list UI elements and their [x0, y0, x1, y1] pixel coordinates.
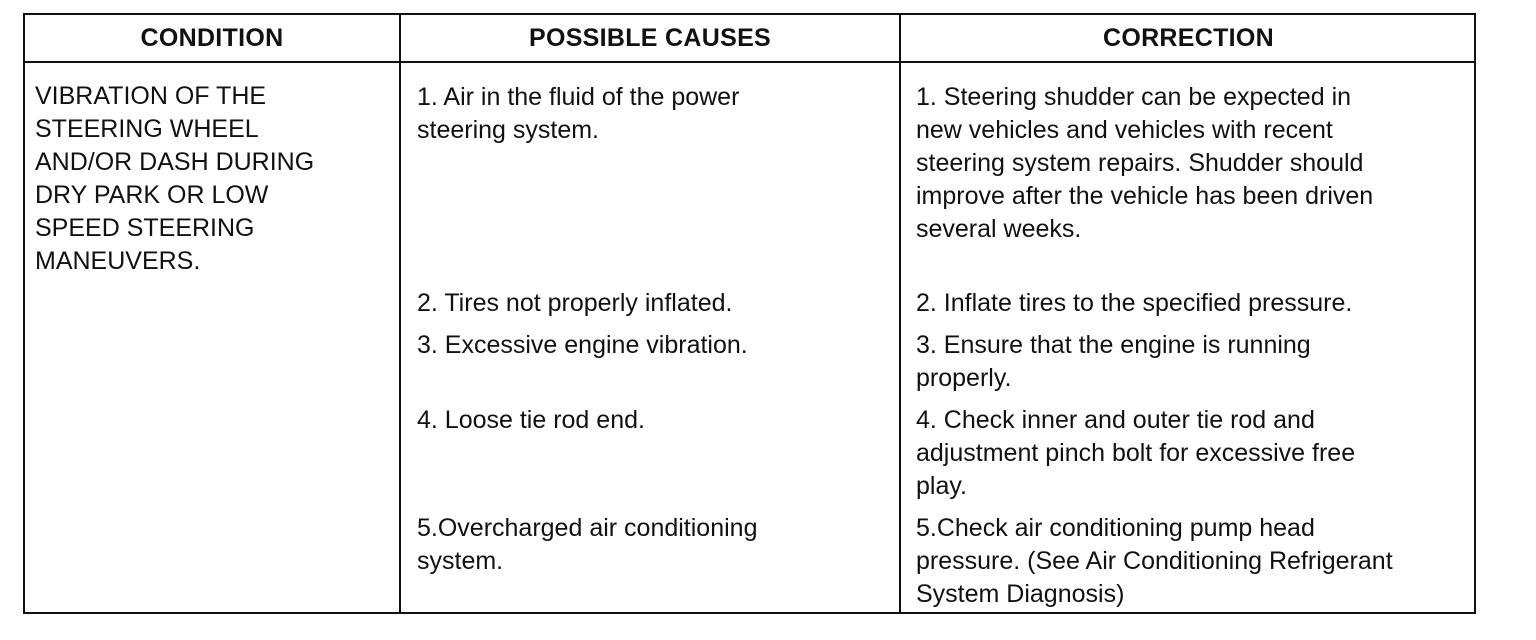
header-possible-causes: POSSIBLE CAUSES — [528, 23, 772, 52]
cause-cell-2: 2. Tires not properly inflated. — [417, 289, 733, 317]
correction-cell-4: 4. Check inner and outer tie rod and adjustment pinch bolt for excessive free play. — [916, 406, 1356, 500]
correction-cell-1: 1. Steering shudder can be expected in new vehicles and vehicles with recent steering system repairs. Shudder should improve after the vehicle has been driven several weeks. — [916, 83, 1374, 243]
cause-cell-3: 3. Excessive engine vibration. — [417, 331, 748, 359]
condition-cell: VIBRATION OF THE STEERING WHEEL AND/OR DASH DURING DRY PARK OR LOW SPEED STEERING MANEUVERS. — [35, 82, 315, 275]
correction-cell-5: 5.Check air conditioning pump head pressure. (See Air Conditioning Refrigerant System Diagnosis) — [916, 514, 1393, 608]
correction-cell-3: 3. Ensure that the engine is running properly. — [916, 331, 1311, 392]
diagnosis-table — [23, 13, 1476, 614]
column-divider-1 — [399, 15, 401, 612]
header-divider — [25, 61, 1474, 63]
header-correction: CORRECTION — [1102, 23, 1275, 52]
cause-cell-5: 5.Overcharged air conditioning system. — [417, 514, 758, 575]
correction-cell-2: 2. Inflate tires to the specified pressure. — [916, 289, 1353, 317]
header-condition: CONDITION — [140, 23, 284, 52]
cause-cell-4: 4. Loose tie rod end. — [417, 406, 645, 434]
cause-cell-1: 1. Air in the fluid of the power steering system. — [417, 83, 740, 144]
column-divider-2 — [899, 15, 901, 612]
